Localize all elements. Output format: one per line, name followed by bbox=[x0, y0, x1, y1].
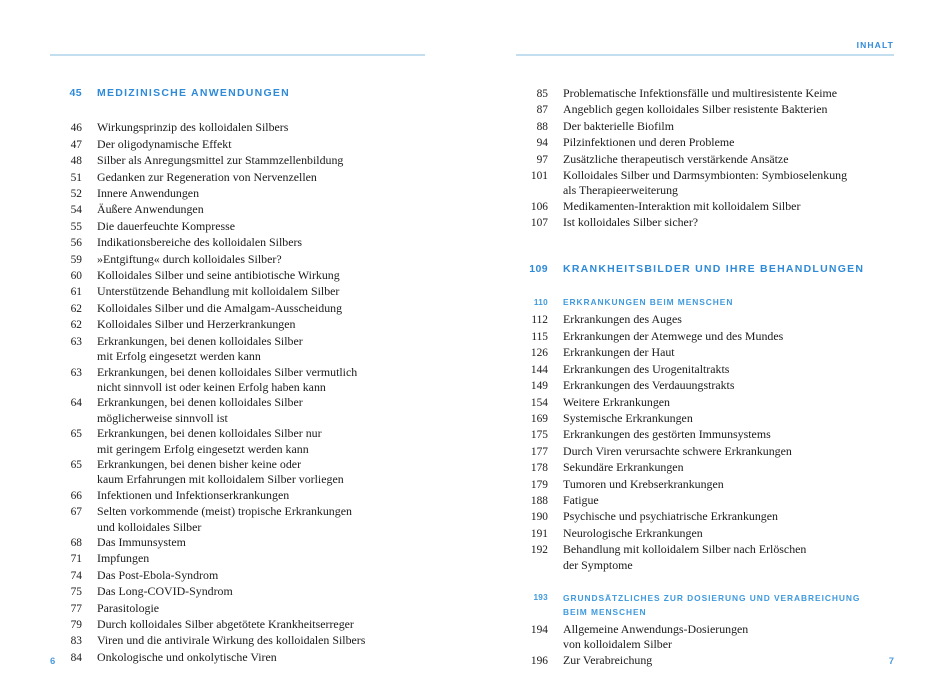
toc-entry[interactable] bbox=[50, 535, 425, 551]
toc-entry-title bbox=[82, 488, 425, 503]
toc-entry-title bbox=[82, 601, 425, 616]
toc-entry-title bbox=[548, 622, 894, 653]
toc-entry-title-continuation: mit geringem Erfolg eingesetzt werden kann bbox=[97, 441, 309, 456]
toc-entry-title-line: Der oligodynamische Effekt bbox=[97, 136, 232, 151]
toc-entry-title bbox=[548, 199, 894, 214]
toc-entry[interactable] bbox=[516, 86, 894, 102]
toc-entry-page-number: 61 bbox=[70, 286, 82, 299]
toc-subsection-heading[interactable] bbox=[516, 295, 894, 310]
toc-entry-title bbox=[548, 345, 894, 360]
toc-entry-title bbox=[548, 86, 894, 101]
toc-entry-title bbox=[548, 493, 894, 508]
toc-entry-title bbox=[82, 186, 425, 201]
toc-entry-title bbox=[82, 301, 425, 316]
toc-entry-page-number: 144 bbox=[530, 363, 548, 376]
toc-entry-page-number: 101 bbox=[530, 170, 548, 183]
toc-entry-page-number: 48 bbox=[70, 155, 82, 168]
toc-entry-title bbox=[82, 153, 425, 168]
toc-entry-title-line: Erkrankungen, bei denen kolloidales Silber vermutlich bbox=[97, 364, 358, 379]
right-page bbox=[472, 0, 944, 700]
toc-entry-title bbox=[82, 268, 425, 283]
toc-entry-title-line: Erkrankungen der Haut bbox=[563, 345, 675, 360]
toc-entry-page-number: 51 bbox=[70, 171, 82, 184]
toc-entry-page-number: 88 bbox=[536, 120, 548, 133]
toc-entry-title bbox=[548, 477, 894, 492]
toc-entry-title-continuation: der Symptome bbox=[563, 557, 633, 572]
toc-entry[interactable] bbox=[50, 202, 425, 218]
toc-entry[interactable] bbox=[50, 137, 425, 153]
toc-entry-title bbox=[548, 460, 894, 475]
toc-entry[interactable] bbox=[516, 653, 894, 669]
toc-entry-title-line: Das Immunsystem bbox=[97, 534, 186, 549]
toc-entry[interactable] bbox=[516, 477, 894, 493]
toc-entry-page-number: 65 bbox=[70, 458, 82, 471]
toc-section-heading[interactable] bbox=[516, 262, 894, 277]
toc-entry-title-line: Äußere Anwendungen bbox=[97, 202, 204, 217]
toc-entry-page-number: 55 bbox=[70, 220, 82, 233]
toc-entry-page-number: 84 bbox=[70, 651, 82, 664]
toc-entry-page-number: 54 bbox=[70, 204, 82, 217]
header-rule bbox=[50, 54, 425, 56]
toc-entry-page-number: 106 bbox=[530, 200, 548, 213]
toc-entry-title bbox=[548, 444, 894, 459]
toc-entry-title-line: MEDIZINISCHE ANWENDUNGEN bbox=[97, 87, 290, 99]
toc-entry-title bbox=[82, 395, 425, 426]
toc-entry[interactable] bbox=[516, 135, 894, 151]
toc-entry-page-number: 63 bbox=[70, 366, 82, 379]
toc-entry-page-number: 74 bbox=[70, 569, 82, 582]
toc-section-heading[interactable] bbox=[50, 86, 425, 101]
toc-entry-title-line: Neurologische Erkrankungen bbox=[563, 525, 703, 540]
toc-entry-page-number: 126 bbox=[530, 347, 548, 360]
toc-entry-title bbox=[82, 551, 425, 566]
toc-entry-page-number: 67 bbox=[70, 506, 82, 519]
toc-entry[interactable] bbox=[516, 215, 894, 231]
toc-entry-title bbox=[548, 653, 894, 668]
toc-entry-title-continuation: möglicherweise sinnvoll ist bbox=[97, 410, 228, 425]
toc-entry-title bbox=[82, 457, 425, 488]
toc-entry-title bbox=[548, 215, 894, 230]
toc-entry[interactable] bbox=[516, 542, 894, 573]
folio-left: 6 bbox=[50, 656, 56, 667]
toc-entry-page-number: 97 bbox=[536, 153, 548, 166]
running-head-label: INHALT bbox=[856, 40, 894, 50]
toc-entry-page-number: 46 bbox=[70, 122, 82, 135]
toc-entry-title-line: Erkrankungen, bei denen kolloidales Silber bbox=[97, 333, 303, 348]
toc-entry-title-continuation: von kolloidalem Silber bbox=[563, 637, 672, 652]
toc-entry-title bbox=[548, 295, 894, 310]
toc-entry-title-line: Psychische und psychiatrische Erkrankungen bbox=[563, 509, 778, 524]
toc-entry-page-number: 192 bbox=[530, 544, 548, 557]
toc-entry-title bbox=[82, 365, 425, 396]
toc-entry-title-line: Kolloidales Silber und Herzerkrankungen bbox=[97, 317, 296, 332]
header-rule bbox=[516, 54, 894, 56]
toc-entry-title-line: Behandlung mit kolloidalem Silber nach Erlöschen bbox=[563, 542, 807, 557]
toc-entry[interactable] bbox=[50, 153, 425, 169]
toc-entry-page-number: 112 bbox=[531, 314, 548, 327]
toc-entry[interactable] bbox=[516, 168, 894, 199]
toc-entry-title-continuation: nicht sinnvoll ist oder keinen Erfolg haben kann bbox=[97, 379, 326, 394]
toc-entry[interactable] bbox=[50, 457, 425, 488]
toc-entry[interactable] bbox=[50, 584, 425, 600]
toc-entry-title-line: Durch Viren verursachte schwere Erkrankungen bbox=[563, 443, 792, 458]
toc-entry-title-line: GRUNDSÄTZLICHES ZUR DOSIERUNG UND VERABREICHUNG bbox=[563, 592, 861, 603]
toc-entry-title bbox=[548, 411, 894, 426]
toc-entry-title bbox=[82, 426, 425, 457]
toc-entry[interactable] bbox=[50, 426, 425, 457]
toc-entry-page-number: 178 bbox=[530, 462, 548, 475]
toc-entry-title-line: KRANKHEITSBILDER UND IHRE BEHANDLUNGEN bbox=[563, 262, 865, 275]
toc-entry-title-line: Erkrankungen des Urogenitaltrakts bbox=[563, 361, 730, 376]
toc-entry-title bbox=[548, 395, 894, 410]
toc-entry-title bbox=[548, 591, 894, 620]
toc-subsection-heading[interactable] bbox=[516, 591, 894, 620]
toc-entry-title-line: Zusätzliche therapeutisch verstärkende Ansätze bbox=[563, 151, 789, 166]
toc-entry-page-number: 175 bbox=[530, 429, 548, 442]
toc-entry-title-line: Das Post-Ebola-Syndrom bbox=[97, 567, 219, 582]
toc-entry-page-number: 179 bbox=[530, 478, 548, 491]
toc-entry[interactable] bbox=[516, 526, 894, 542]
toc-entry[interactable] bbox=[516, 622, 894, 653]
toc-entry-title-continuation: kaum Erfahrungen mit kolloidalem Silber vorliegen bbox=[97, 472, 344, 487]
toc-entry-title-line: Gedanken zur Regeneration von Nervenzellen bbox=[97, 169, 317, 184]
toc-entry-title bbox=[82, 568, 425, 583]
toc-entry-title-line: Selten vorkommende (meist) tropische Erkrankungen bbox=[97, 504, 352, 519]
toc-entry-title-line: Parasitologie bbox=[97, 600, 160, 615]
toc-entry-title-line: Tumoren und Krebserkrankungen bbox=[563, 476, 724, 491]
toc-entry-page-number: 62 bbox=[70, 319, 82, 332]
toc-entry[interactable] bbox=[50, 235, 425, 251]
toc-entry-page-number: 85 bbox=[536, 88, 548, 100]
toc-entry-page-number: 87 bbox=[536, 104, 548, 117]
toc-entry[interactable] bbox=[516, 444, 894, 460]
toc-entry-page-number: 169 bbox=[530, 412, 548, 425]
toc-entry-title-line: Allgemeine Anwendungs-Dosierungen bbox=[563, 621, 749, 636]
toc-entry-title bbox=[82, 137, 425, 152]
toc-entry-title-line: Erkrankungen, bei denen kolloidales Silber bbox=[97, 395, 303, 410]
toc-entry[interactable] bbox=[50, 488, 425, 504]
toc-entry-title-line: Viren und die antivirale Wirkung des kolloidalen Silbers bbox=[97, 633, 366, 648]
toc-entry-title-line: Durch kolloidales Silber abgetötete Krankheitserreger bbox=[97, 617, 354, 631]
toc-entry[interactable] bbox=[50, 252, 425, 268]
toc-entry[interactable] bbox=[516, 102, 894, 118]
toc-entry-page-number: 62 bbox=[70, 302, 82, 315]
toc-entry-title bbox=[548, 102, 894, 117]
toc-entry-page-number: 60 bbox=[70, 270, 82, 283]
toc-entry-title bbox=[548, 168, 894, 199]
toc-entry[interactable] bbox=[516, 460, 894, 476]
toc-entry[interactable] bbox=[516, 312, 894, 328]
toc-entry-page-number: 64 bbox=[70, 397, 82, 410]
toc-entry-title-continuation: mit Erfolg eingesetzt werden kann bbox=[97, 349, 261, 364]
toc-entry[interactable] bbox=[516, 199, 894, 215]
toc-entry[interactable] bbox=[50, 317, 425, 333]
toc-entry[interactable] bbox=[516, 493, 894, 509]
toc-entry-title-line: Wirkungsprinzip des kolloidalen Silbers bbox=[97, 120, 289, 135]
toc-entry-page-number: 188 bbox=[530, 494, 548, 507]
toc-entry-title bbox=[548, 526, 894, 541]
toc-entry[interactable] bbox=[50, 504, 425, 535]
toc-entry-title bbox=[82, 252, 425, 267]
toc-entry-page-number: 52 bbox=[70, 188, 82, 201]
toc-entry-page-number: 177 bbox=[530, 445, 548, 458]
toc-entry-title-continuation: BEIM MENSCHEN bbox=[563, 607, 647, 618]
toc-entry-title-line: Indikationsbereiche des kolloidalen Silbers bbox=[97, 235, 303, 250]
toc-entry-title bbox=[548, 378, 894, 393]
toc-entry-title bbox=[82, 633, 425, 648]
toc-list-right bbox=[516, 60, 894, 669]
toc-entry[interactable] bbox=[516, 329, 894, 345]
toc-entry-title bbox=[82, 235, 425, 250]
toc-entry-title-line: Die dauerfeuchte Kompresse bbox=[97, 218, 236, 233]
toc-entry-page-number: 56 bbox=[70, 237, 82, 250]
toc-entry-page-number: 83 bbox=[70, 635, 82, 648]
toc-entry-page-number: 94 bbox=[536, 137, 548, 150]
toc-entry-title bbox=[548, 135, 894, 150]
toc-entry-title-line: ERKRANKUNGEN BEIM MENSCHEN bbox=[563, 297, 734, 308]
toc-entry-page-number: 109 bbox=[529, 262, 548, 275]
toc-entry-title bbox=[82, 504, 425, 535]
toc-entry[interactable] bbox=[516, 427, 894, 443]
toc-entry-title-line: Angeblich gegen kolloidales Silber resistente Bakterien bbox=[563, 102, 828, 117]
toc-entry-title bbox=[82, 584, 425, 599]
toc-entry[interactable] bbox=[50, 365, 425, 396]
toc-entry-page-number: 190 bbox=[530, 511, 548, 524]
toc-entry[interactable] bbox=[516, 362, 894, 378]
toc-entry-title bbox=[548, 542, 894, 573]
toc-entry-title bbox=[548, 362, 894, 377]
toc-entry-page-number: 65 bbox=[70, 428, 82, 441]
toc-entry-page-number: 154 bbox=[530, 396, 548, 409]
toc-entry-title-line: Medikamenten-Interaktion mit kolloidalem Silber bbox=[563, 198, 801, 213]
toc-entry[interactable] bbox=[50, 617, 425, 633]
toc-entry-title-continuation: und kolloidales Silber bbox=[97, 519, 202, 534]
toc-entry-page-number: 194 bbox=[530, 623, 548, 636]
toc-entry[interactable] bbox=[50, 284, 425, 300]
toc-entry-page-number: 47 bbox=[70, 138, 82, 151]
toc-entry[interactable] bbox=[50, 334, 425, 365]
toc-entry-title bbox=[82, 86, 425, 101]
toc-entry-page-number: 79 bbox=[70, 619, 82, 631]
toc-entry-title-line: Weitere Erkrankungen bbox=[563, 394, 670, 409]
toc-entry-title-line: Kolloidales Silber und Darmsymbionten: Symbioselenkung bbox=[563, 168, 848, 183]
toc-entry[interactable] bbox=[50, 633, 425, 649]
toc-entry-title bbox=[82, 617, 425, 632]
toc-entry-title bbox=[82, 334, 425, 365]
toc-entry[interactable] bbox=[50, 170, 425, 186]
toc-entry-title-line: Onkologische und onkolytische Viren bbox=[97, 649, 277, 664]
toc-entry-title bbox=[82, 535, 425, 550]
toc-entry-page-number: 149 bbox=[530, 380, 548, 393]
toc-entry[interactable] bbox=[516, 411, 894, 427]
toc-entry-page-number: 115 bbox=[531, 330, 548, 343]
toc-entry-title-line: Systemische Erkrankungen bbox=[563, 410, 693, 425]
toc-entry-title-line: Erkrankungen, bei denen kolloidales Silber nur bbox=[97, 426, 322, 441]
toc-entry-title bbox=[548, 329, 894, 344]
toc-entry[interactable] bbox=[516, 509, 894, 525]
toc-entry[interactable] bbox=[516, 345, 894, 361]
toc-entry[interactable] bbox=[50, 601, 425, 617]
toc-entry-title bbox=[82, 219, 425, 234]
toc-entry[interactable] bbox=[516, 119, 894, 135]
toc-entry-title bbox=[82, 170, 425, 185]
toc-entry-page-number: 59 bbox=[70, 253, 82, 266]
right-running-head bbox=[516, 0, 894, 60]
toc-entry-title bbox=[548, 427, 894, 442]
toc-entry-page-number: 77 bbox=[70, 602, 82, 615]
toc-entry-title bbox=[548, 312, 894, 327]
toc-entry[interactable] bbox=[516, 395, 894, 411]
toc-entry-page-number: 107 bbox=[530, 217, 548, 230]
toc-entry-page-number: 68 bbox=[70, 536, 82, 549]
toc-entry-title bbox=[82, 317, 425, 332]
toc-entry-page-number: 110 bbox=[533, 297, 548, 307]
toc-entry[interactable] bbox=[50, 568, 425, 584]
toc-entry-title-line: Kolloidales Silber und seine antibiotische Wirkung bbox=[97, 268, 340, 283]
toc-entry[interactable] bbox=[50, 186, 425, 202]
toc-entry-title-line: Erkrankungen des Auges bbox=[563, 312, 682, 327]
toc-entry-title-line: Impfungen bbox=[97, 551, 150, 566]
toc-entry-title-line: Erkrankungen der Atemwege und des Mundes bbox=[563, 328, 784, 343]
toc-entry-page-number: 191 bbox=[530, 527, 548, 540]
toc-entry[interactable] bbox=[50, 395, 425, 426]
toc-list-left bbox=[50, 60, 425, 666]
toc-entry-title-line: Erkrankungen des gestörten Immunsystems bbox=[563, 427, 771, 442]
toc-entry-title-line: »Entgiftung« durch kolloidales Silber? bbox=[97, 251, 282, 266]
toc-entry-title-line: Innere Anwendungen bbox=[97, 186, 200, 201]
toc-entry-title-line: Kolloidales Silber und die Amalgam-Ausscheidung bbox=[97, 300, 343, 315]
toc-entry-page-number: 196 bbox=[530, 654, 548, 667]
toc-entry[interactable] bbox=[50, 551, 425, 567]
toc-entry-title-line: Silber als Anregungsmittel zur Stammzellenbildung bbox=[97, 153, 344, 168]
toc-entry-title-continuation: als Therapieerweiterung bbox=[563, 183, 678, 198]
toc-entry-title-line: Der bakterielle Biofilm bbox=[563, 118, 674, 133]
toc-entry-title-line: Infektionen und Infektionserkrankungen bbox=[97, 487, 290, 502]
toc-entry[interactable] bbox=[50, 268, 425, 284]
toc-entry[interactable] bbox=[516, 378, 894, 394]
toc-entry[interactable] bbox=[50, 219, 425, 235]
toc-entry[interactable] bbox=[50, 301, 425, 317]
toc-entry-title-line: Zur Verabreichung bbox=[563, 652, 653, 667]
toc-entry-page-number: 193 bbox=[533, 593, 548, 603]
toc-entry-page-number: 66 bbox=[70, 489, 82, 502]
toc-entry-title-line: Erkrankungen, bei denen bisher keine oder bbox=[97, 456, 302, 471]
toc-entry-title-line: Sekundäre Erkrankungen bbox=[563, 460, 684, 475]
toc-entry-title-line: Problematische Infektionsfälle und multiresistente Keime bbox=[563, 86, 838, 100]
toc-entry-title-line: Unterstützende Behandlung mit kolloidalem Silber bbox=[97, 284, 340, 299]
toc-entry-page-number: 63 bbox=[70, 335, 82, 348]
left-running-head bbox=[50, 0, 425, 60]
toc-entry-title-line: Erkrankungen des Verdauungstrakts bbox=[563, 378, 735, 393]
toc-entry-title bbox=[548, 262, 894, 277]
toc-entry-title bbox=[548, 152, 894, 167]
toc-entry-title-line: Ist kolloidales Silber sicher? bbox=[563, 215, 699, 230]
toc-entry-title bbox=[548, 509, 894, 524]
folio-right: 7 bbox=[888, 656, 894, 667]
toc-entry-title-line: Pilzinfektionen und deren Probleme bbox=[563, 135, 735, 150]
toc-entry-title-line: Das Long-COVID-Syndrom bbox=[97, 584, 233, 599]
toc-entry[interactable] bbox=[50, 650, 425, 666]
toc-entry-title bbox=[82, 202, 425, 217]
toc-entry-title bbox=[82, 120, 425, 135]
toc-entry-page-number: 75 bbox=[70, 586, 82, 599]
toc-entry-title bbox=[548, 119, 894, 134]
toc-entry-page-number: 71 bbox=[70, 553, 82, 566]
toc-entry-title-line: Fatigue bbox=[563, 492, 599, 507]
toc-entry-title bbox=[82, 650, 425, 665]
toc-entry[interactable] bbox=[50, 120, 425, 136]
toc-entry[interactable] bbox=[516, 152, 894, 168]
toc-entry-page-number: 45 bbox=[69, 87, 82, 99]
toc-entry-title bbox=[82, 284, 425, 299]
